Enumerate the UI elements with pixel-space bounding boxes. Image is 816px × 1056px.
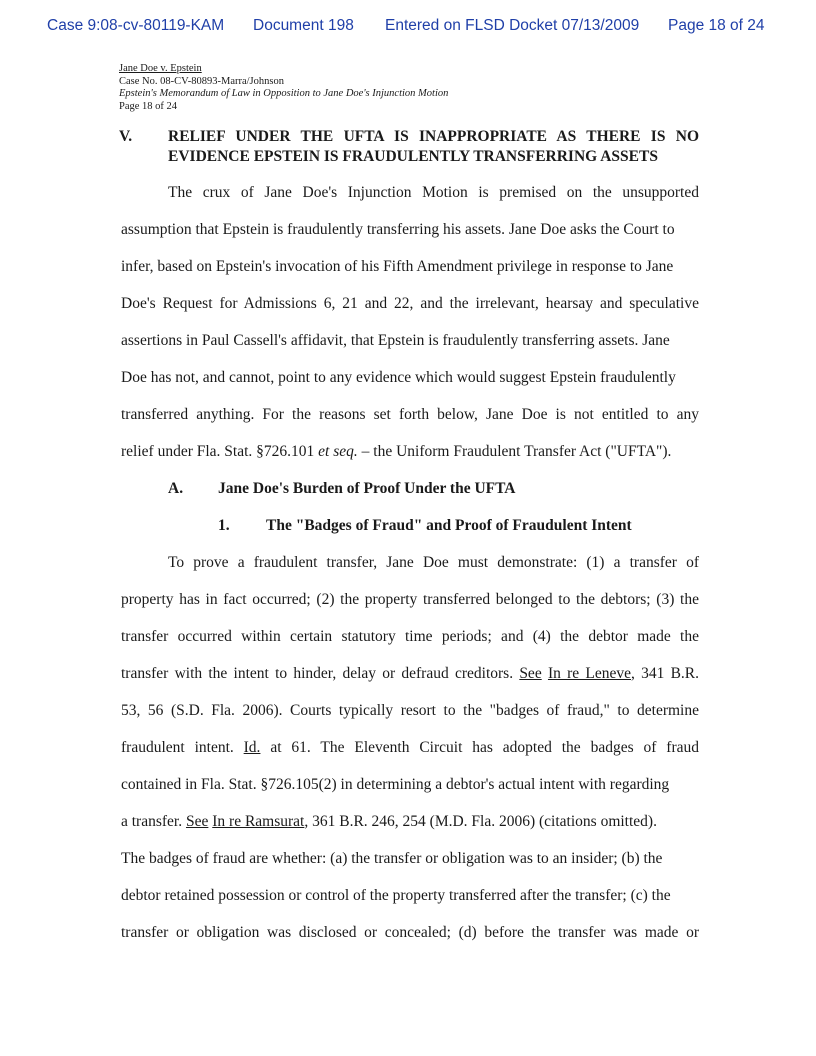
paragraph-line: [121, 664, 699, 684]
text-run: fraudulent intent.: [121, 739, 244, 756]
citation-signal: et seq.: [318, 443, 358, 460]
text-run: a transfer.: [121, 813, 186, 830]
paragraph-line: assertions in Paul Cassell's affidavit, that Epstein is fraudulently transferring assets. Jane: [121, 332, 670, 349]
header-caption: Jane Doe v. Epstein: [119, 63, 202, 74]
paragraph-line: debtor retained possession or control of the property transferred after the transfer; (c) the: [121, 887, 671, 904]
header-page: Page 18 of 24: [119, 100, 178, 112]
paragraph-line: transfer or obligation was disclosed or concealed; (d) before the transfer was made or: [121, 924, 699, 941]
case-citation: In re Leneve: [547, 665, 631, 682]
paragraph-line: assumption that Epstein is fraudulently transferring his assets. Jane Doe asks the Court to: [121, 221, 675, 238]
subheading-a-label: A.: [168, 480, 184, 497]
case-citation: In re Ramsurat: [212, 813, 305, 830]
text-run: – the Uniform Fraudulent Transfer Act ("UFTA").: [357, 443, 672, 460]
header-title: Epstein's Memorandum of Law in Opposition to Jane Doe's Injunction Motion: [119, 88, 449, 99]
running-header: [119, 63, 448, 113]
paragraph-line: transfer occurred within certain statutory time periods; and (4) the debtor made the: [121, 628, 699, 645]
text-run: , 341 B.R.: [630, 665, 700, 682]
paragraph-line: transferred anything. For the reasons set forth below, Jane Doe is not entitled to any: [121, 406, 699, 423]
section-title-line-2: EVIDENCE EPSTEIN IS FRAUDULENTLY TRANSFERRING ASSETS: [168, 148, 658, 165]
subheading-1-label: 1.: [218, 517, 230, 534]
paragraph-line: The badges of fraud are whether: (a) the transfer or obligation was to an insider; (b) the: [121, 850, 663, 867]
section-number: V.: [119, 128, 133, 145]
text-run: at 61. The Eleventh Circuit has adopted the badges of fraud: [260, 739, 699, 756]
docket-page-number: Page 18 of 24: [668, 17, 765, 34]
paragraph-line: contained in Fla. Stat. §726.105(2) in determining a debtor's actual intent with regarding: [121, 776, 670, 793]
subheading-a-title: Jane Doe's Burden of Proof Under the UFTA: [218, 480, 516, 497]
subheading-1-title: The "Badges of Fraud" and Proof of Fraudulent Intent: [266, 517, 632, 534]
docket-document-number: Document 198: [253, 17, 354, 34]
citation-id: Id.: [243, 739, 261, 756]
citation-signal: See: [185, 813, 209, 830]
paragraph-line: [121, 442, 699, 462]
paragraph-line: The crux of Jane Doe's Injunction Motion is premised on the unsupported: [168, 184, 699, 201]
paragraph-line: Doe's Request for Admissions 6, 21 and 22, and the irrelevant, hearsay and speculative: [121, 295, 699, 312]
paragraph-line: property has in fact occurred; (2) the property transferred belonged to the debtors; (3) the: [121, 591, 699, 608]
text-run: transfer with the intent to hinder, delay or defraud creditors.: [121, 665, 520, 682]
paragraph-line: 53, 56 (S.D. Fla. 2006). Courts typically resort to the "badges of fraud," to determine: [121, 702, 699, 719]
paragraph-line: To prove a fraudulent transfer, Jane Doe must demonstrate: (1) a transfer of: [168, 554, 699, 571]
text-run: relief under Fla. Stat. §726.101: [121, 443, 319, 460]
paragraph-line: Doe has not, and cannot, point to any evidence which would suggest Epstein fraudulently: [121, 369, 676, 386]
paragraph-line: [121, 812, 699, 832]
header-case-number: Case No. 08-CV-80893-Marra/Johnson: [119, 75, 284, 87]
text-run: , 361 B.R. 246, 254 (M.D. Fla. 2006) (citations omitted).: [304, 813, 657, 830]
paragraph-line: infer, based on Epstein's invocation of his Fifth Amendment privilege in response to Jane: [121, 258, 674, 275]
paragraph-line: [121, 738, 699, 758]
section-title-line-1: RELIEF UNDER THE UFTA IS INAPPROPRIATE AS THERE IS NO: [168, 128, 699, 145]
docket-entered-date: Entered on FLSD Docket 07/13/2009: [385, 17, 640, 34]
docket-case-number: Case 9:08-cv-80119-KAM: [47, 17, 225, 34]
citation-signal: See: [519, 665, 542, 682]
